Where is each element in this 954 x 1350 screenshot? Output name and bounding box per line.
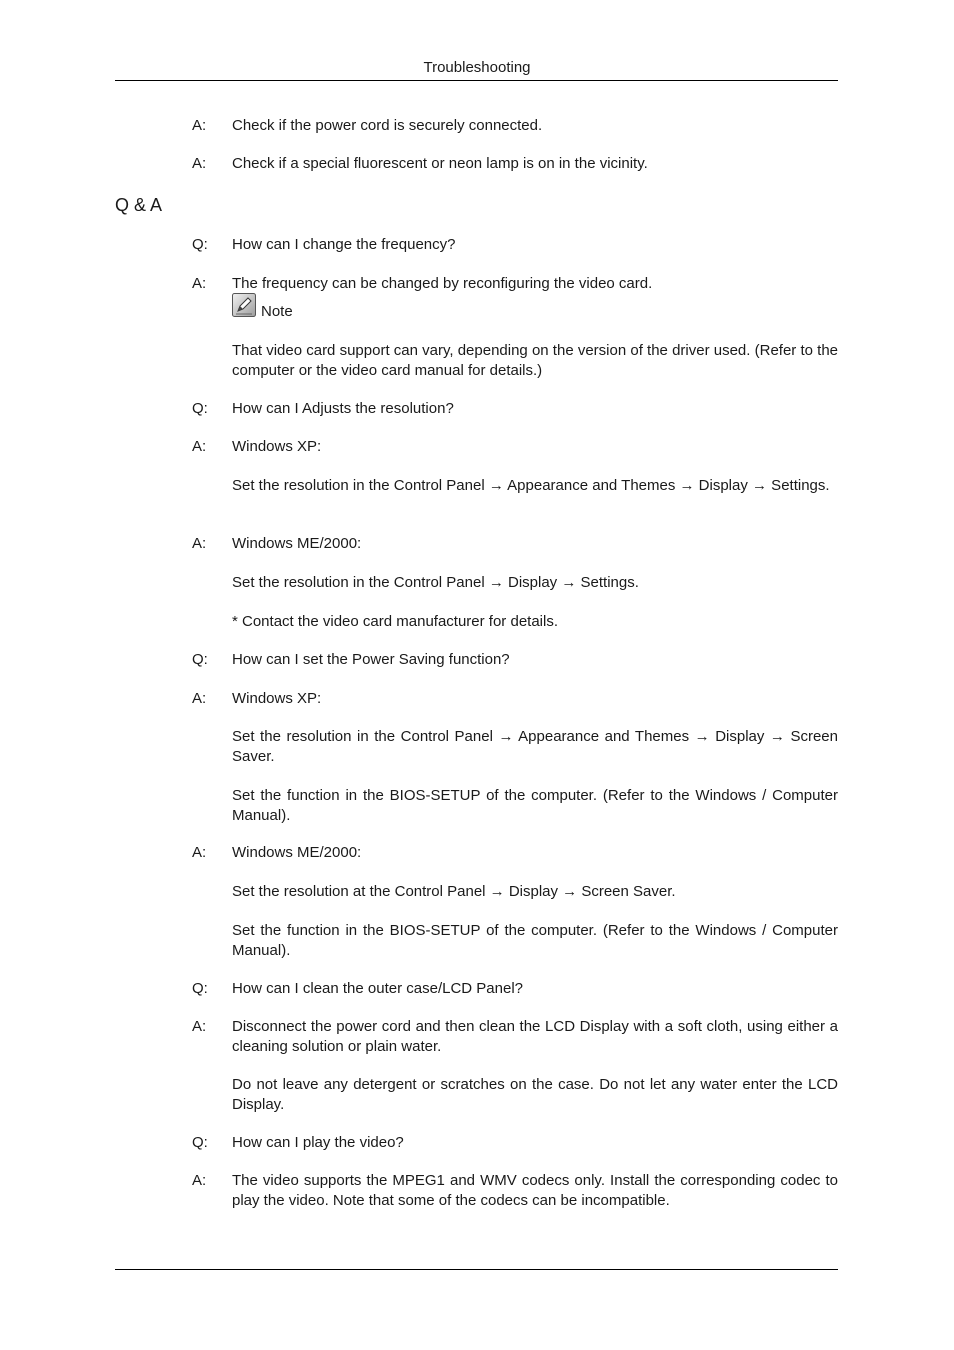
answer-paragraph: Set the resolution in the Control Panel → Display → Settings. (232, 574, 639, 591)
note-pencil-icon (232, 293, 256, 317)
row-text: The frequency can be changed by reconfiguring the video card. (232, 275, 653, 292)
answer-paragraph: Set the resolution in the Control Panel → Appearance and Themes → Display → Settings. (232, 477, 830, 494)
row-text: Check if the power cord is securely connected. (232, 117, 543, 134)
row-text: How can I Adjusts the resolution? (232, 400, 454, 417)
row-text: Check if a special fluorescent or neon lamp is on in the vicinity. (232, 155, 648, 172)
row-label: A: (192, 438, 207, 455)
answer-paragraph: Set the resolution at the Control Panel → Display → Screen Saver. (232, 883, 676, 900)
row-text: Disconnect the power cord and then clean the LCD Display with a soft cloth, using either a cleaning solution or plain water. (232, 1018, 838, 1055)
answer-paragraph: Do not leave any detergent or scratches on the case. Do not let any water enter the LCD Display. (232, 1076, 838, 1113)
note-text: That video card support can vary, depending on the version of the driver used. (Refer to the computer or the video card manual for details.) (232, 342, 838, 379)
row-label: A: (192, 1172, 207, 1189)
row-text: The video supports the MPEG1 and WMV codecs only. Install the corresponding codec to play the video. Note that some of the codecs can be incompatible. (232, 1172, 838, 1209)
answer-paragraph: Set the function in the BIOS-SETUP of the computer. (Refer to the Windows / Computer Manual). (232, 922, 838, 959)
row-label: Q: (192, 400, 208, 417)
row-label: Q: (192, 980, 208, 997)
row-text: Windows XP: (232, 438, 322, 455)
header-rule (115, 80, 838, 81)
row-label: A: (192, 1018, 207, 1035)
row-label: A: (192, 844, 207, 861)
row-label: A: (192, 535, 207, 552)
row-label: A: (192, 117, 207, 134)
row-label: A: (192, 690, 207, 707)
row-text: Windows ME/2000: (232, 535, 362, 552)
answer-paragraph: Set the resolution in the Control Panel → Appearance and Themes → Display → Screen Saver. (232, 728, 838, 765)
footer-rule (115, 1269, 838, 1270)
note-label: Note (261, 303, 293, 320)
page-header-title: Troubleshooting (423, 59, 531, 76)
answer-paragraph: * Contact the video card manufacturer for details. (232, 613, 559, 630)
section-heading: Q & A (115, 195, 163, 215)
row-label: A: (192, 275, 207, 292)
row-text: Windows ME/2000: (232, 844, 362, 861)
row-text: How can I play the video? (232, 1134, 404, 1151)
row-text: How can I change the frequency? (232, 236, 456, 253)
row-label: A: (192, 155, 207, 172)
row-label: Q: (192, 651, 208, 668)
row-text: Windows XP: (232, 690, 322, 707)
row-text: How can I set the Power Saving function? (232, 651, 510, 668)
row-label: Q: (192, 236, 208, 253)
row-label: Q: (192, 1134, 208, 1151)
answer-paragraph: Set the function in the BIOS-SETUP of the computer. (Refer to the Windows / Computer Manual). (232, 787, 838, 824)
row-text: How can I clean the outer case/LCD Panel? (232, 980, 523, 997)
